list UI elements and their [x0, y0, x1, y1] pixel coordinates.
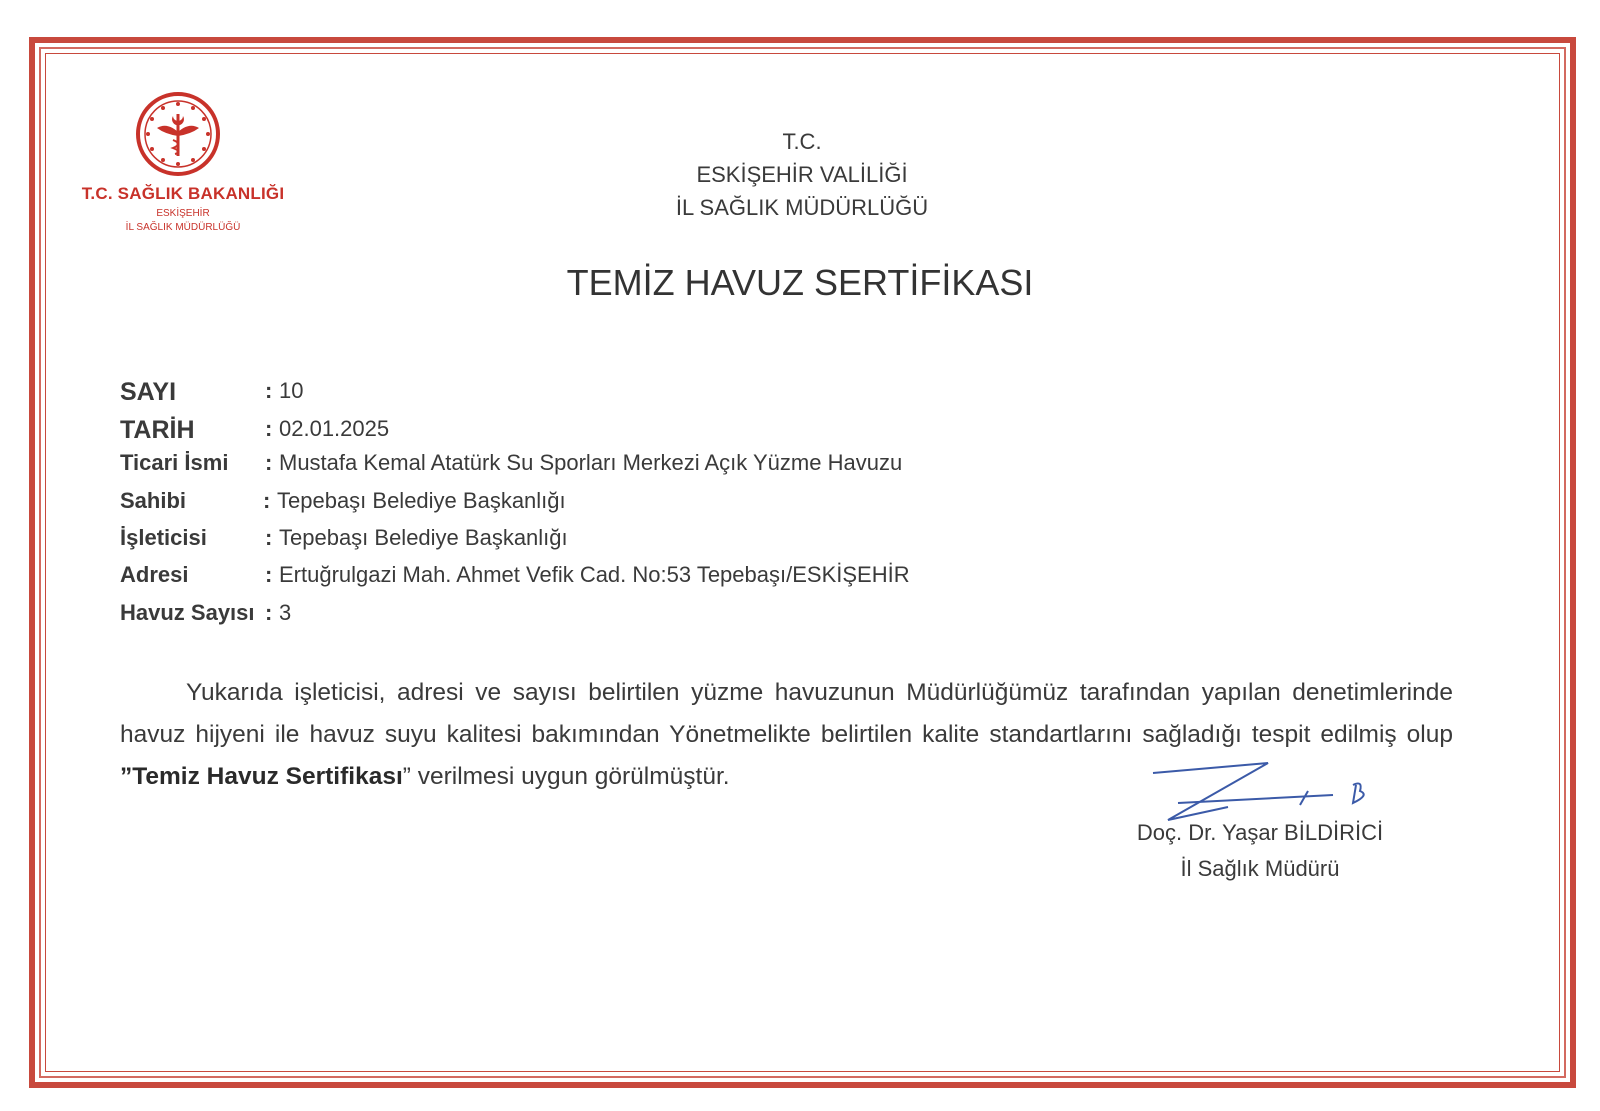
logo-city: ESKİŞEHİR [156, 208, 210, 219]
field-value: 3 [279, 600, 292, 625]
field-colon: : [265, 416, 273, 441]
field-colon: : [265, 600, 273, 625]
field-value: Tepebaşı Belediye Başkanlığı [277, 488, 566, 513]
certificate-title: TEMİZ HAVUZ SERTİFİKASI [566, 262, 1034, 303]
statement-text-part2: ” verilmesi uygun görülmüştür. [402, 763, 730, 790]
logo-ministry-name: T.C. SAĞLIK BAKANLIĞI [81, 184, 285, 203]
field-colon: : [265, 450, 273, 475]
logo-directorate: İL SAĞLIK MÜDÜRLÜĞÜ [125, 222, 241, 233]
field-colon: : [265, 562, 273, 587]
signatory-title: İl Sağlık Müdürü [1180, 856, 1340, 881]
signatory-name: Doç. Dr. Yaşar BİLDİRİCİ [1136, 820, 1384, 845]
field-value: Mustafa Kemal Atatürk Su Sporları Merkezi Açık Yüzme Havuzu [279, 450, 903, 475]
header-line-governorship: ESKİŞEHİR VALİLİĞİ [696, 162, 908, 187]
statement-certificate-name: ”Temiz Havuz Sertifikası [120, 763, 403, 790]
header-line-directorate: İL SAĞLIK MÜDÜRLÜĞÜ [675, 195, 929, 220]
field-label: Sahibi [120, 488, 187, 513]
field-value: 10 [279, 378, 304, 403]
field-colon: : [265, 525, 273, 550]
field-value: 02.01.2025 [279, 416, 390, 441]
field-label: TARİH [120, 416, 195, 444]
field-colon: : [263, 488, 271, 513]
field-value: Ertuğrulgazi Mah. Ahmet Vefik Cad. No:53 Tepebaşı/ESKİŞEHİR [279, 562, 910, 587]
field-colon: : [265, 378, 273, 403]
field-label: Ticari İsmi [120, 450, 229, 475]
field-label: SAYI [120, 378, 177, 406]
field-label: İşleticisi [120, 525, 207, 550]
statement-text-part1: Yukarıda işleticisi, adresi ve sayısı belirtilen yüzme havuzunun Müdürlüğümüz tarafından yapılan denetimlerinde havuz hijyeni ile havuz suyu kalitesi bakımından Yönetmelikte belirtilen kalite standartlarını sağladığı tespit edilmiş olup [120, 679, 1453, 748]
field-label: Adresi [120, 562, 189, 587]
field-label: Havuz Sayısı [120, 600, 255, 625]
field-value: Tepebaşı Belediye Başkanlığı [279, 525, 568, 550]
header-line-tc: T.C. [782, 129, 822, 154]
